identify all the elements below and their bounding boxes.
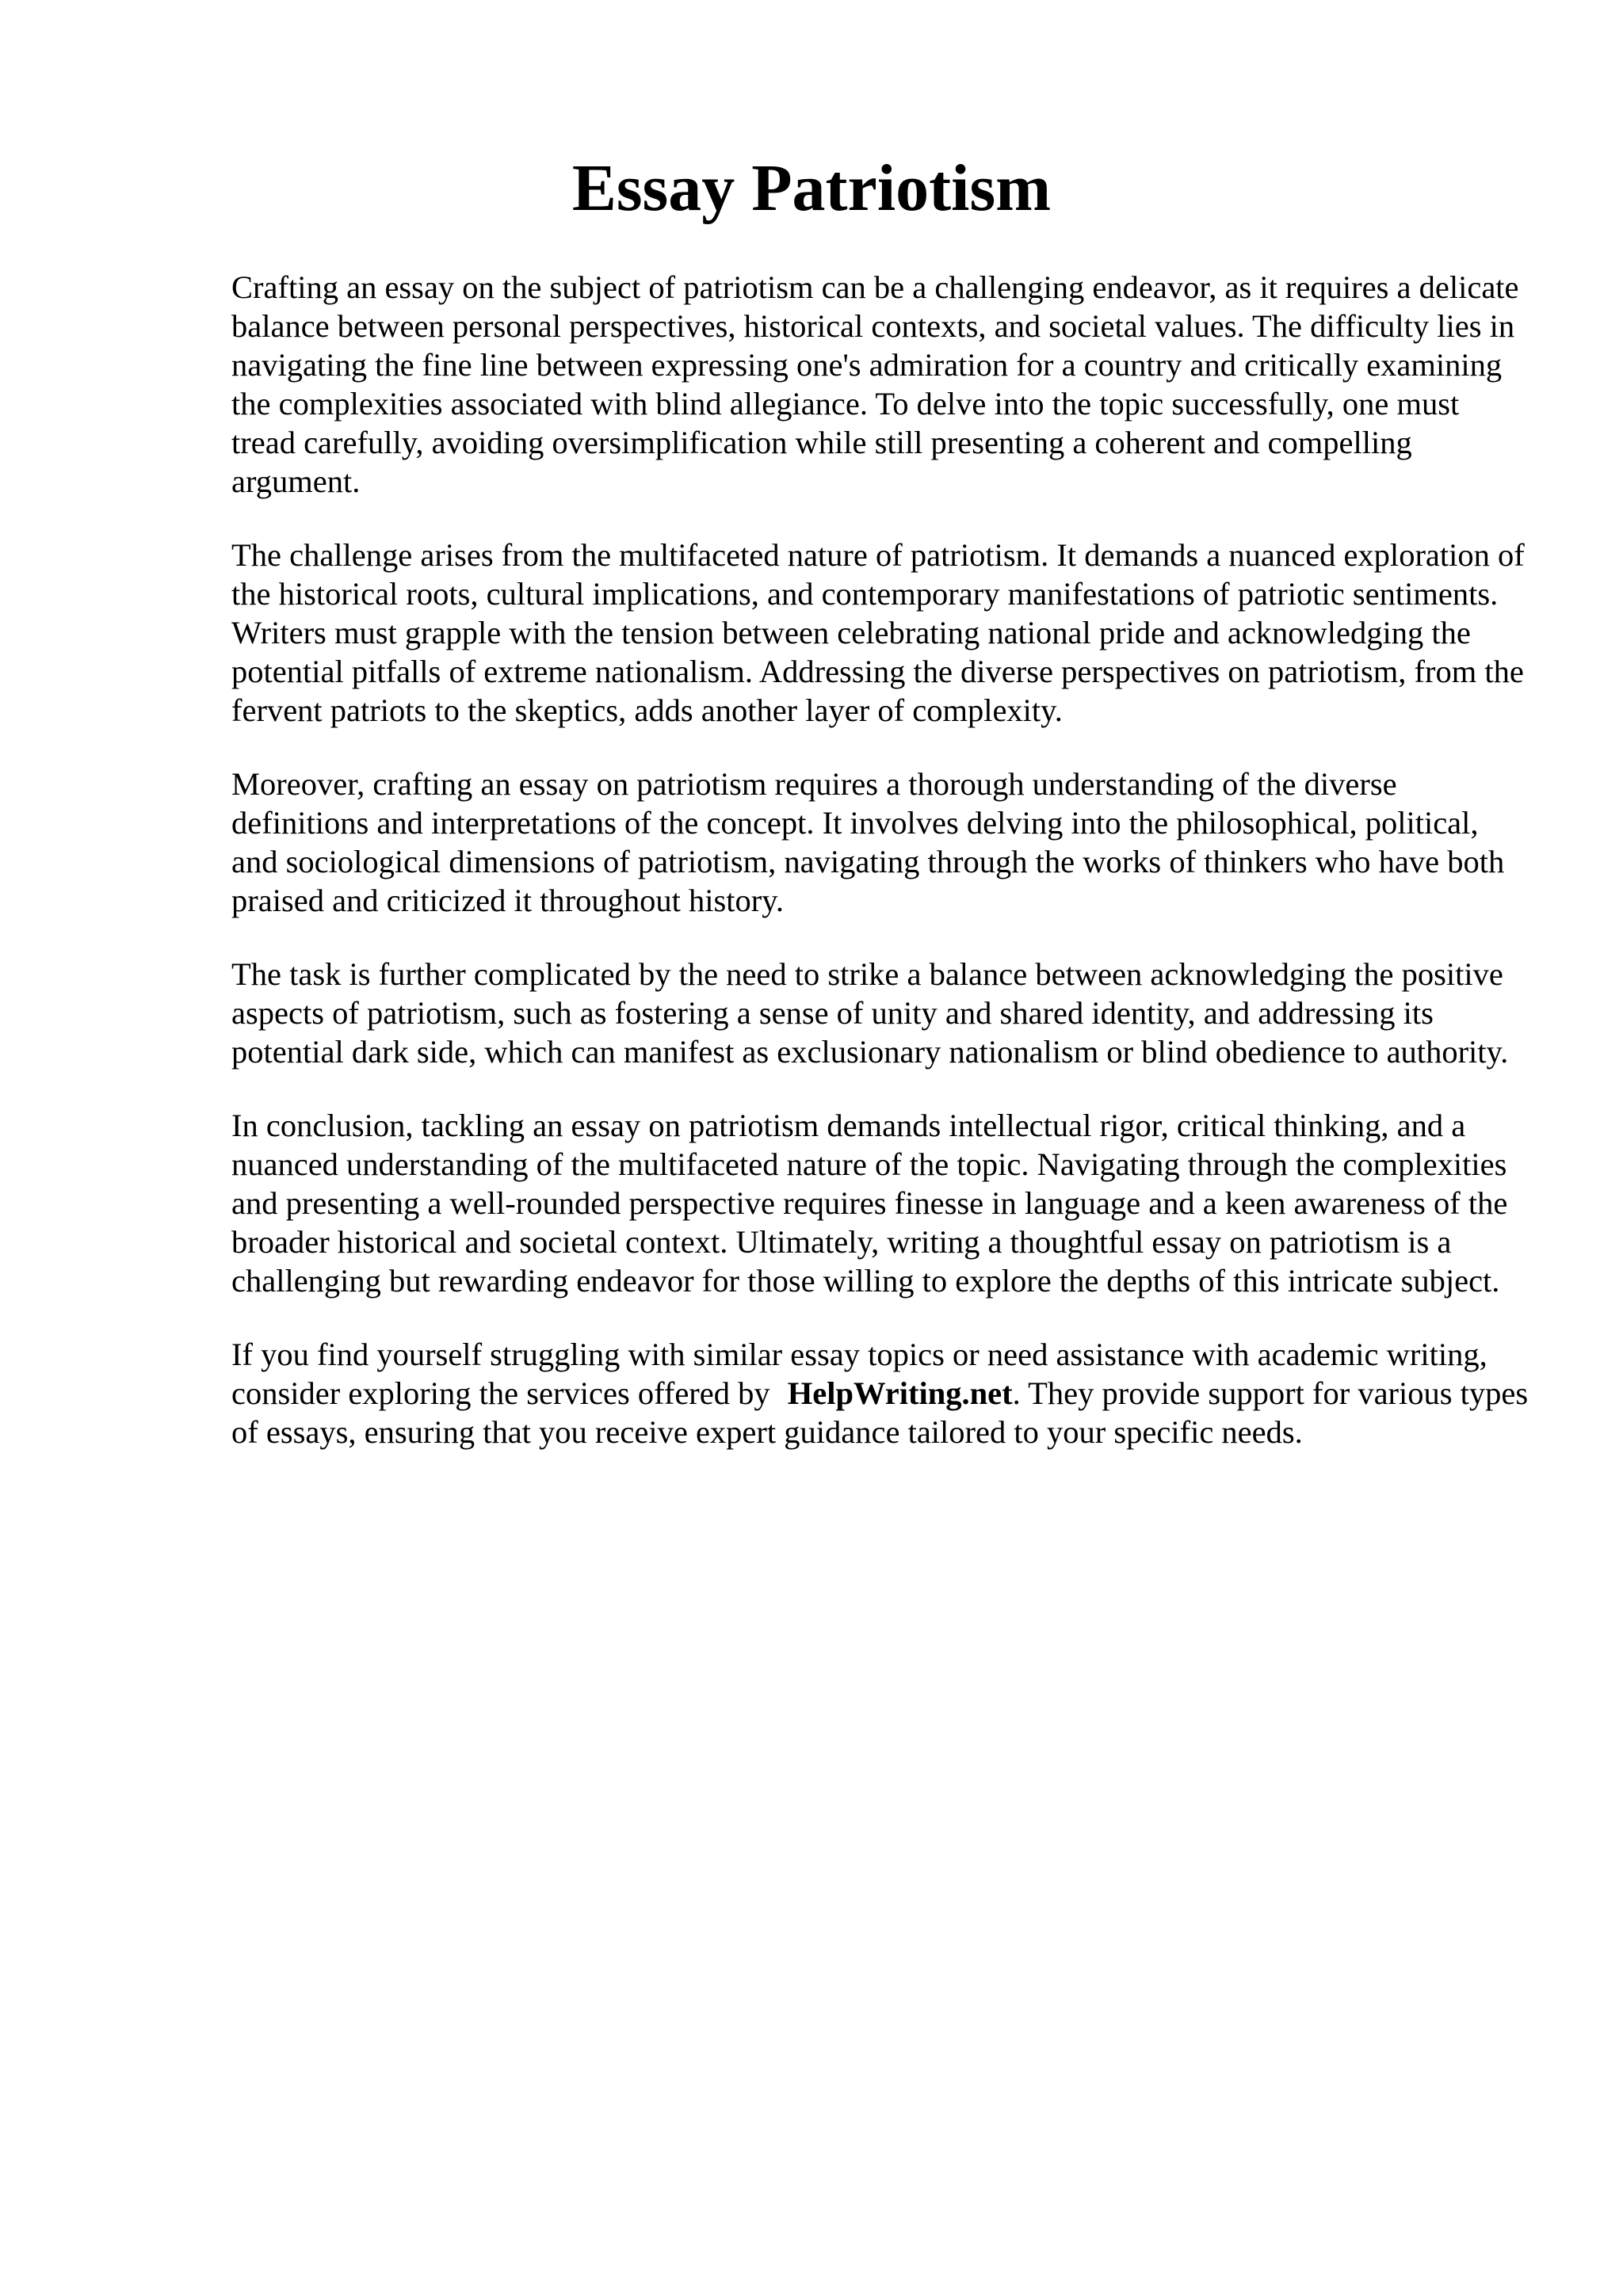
paragraph-3: Moreover, crafting an essay on patriotism requires a thorough understanding of the diverse definitions and interpretations of the concept. It involves delving into the philosophical, political, and sociological dimensions of patriotism, navigating through the works of thinkers who have both praised and criticized it throughout history. [231,766,1505,918]
page-title: Essay Patriotism [571,151,1052,225]
essay-body [231,268,1531,1486]
closing-paragraph [231,1335,1531,1451]
paragraph-5: In conclusion, tackling an essay on patriotism demands intellectual rigor, critical thinking, and a nuanced understanding of the multifaceted nature of the topic. Navigating through the complexities and presenting a well-rounded perspective requires finesse in language and a keen awareness of the broader historical and societal context. Ultimately, writing a thoughtful essay on patriotism is a challenging but rewarding endeavor for those willing to explore the depths of this intricate subject. [231,1108,1508,1299]
closing-text-after-link: . They provide support for various types of essays, ensuring that you receive expert guidance tailored to your specific needs. [231,1375,1529,1450]
paragraph-2: The challenge arises from the multifaceted nature of patriotism. It demands a nuanced exploration of the historical roots, cultural implications, and contemporary manifestations of patriotic sentiments. Writers must grapple with the tension between celebrating national pride and acknowledging the potential pitfalls of extreme nationalism. Addressing the diverse perspectives on patriotism, from the fervent patriots to the skeptics, adds another layer of complexity. [231,537,1525,728]
helpwriting-link[interactable]: HelpWriting.net [787,1375,1013,1411]
paragraph-1: Crafting an essay on the subject of patriotism can be a challenging endeavor, as it requires a delicate balance between personal perspectives, historical contexts, and societal values. The difficulty lies in navigating the fine line between expressing one's admiration for a country and critically examining the complexities associated with blind allegiance. To delve into the topic successfully, one must tread carefully, avoiding oversimplification while still presenting a coherent and compelling argument. [231,269,1519,499]
closing-text-before-link: If you find yourself struggling with similar essay topics or need assistance with academic writing, consider exploring the services offered by [231,1337,1487,1411]
paragraph-4: The task is further complicated by the need to strike a balance between acknowledging the positive aspects of patriotism, such as fostering a sense of unity and shared identity, and addressing its potential dark side, which can manifest as exclusionary nationalism or blind obedience to authority. [231,956,1509,1070]
